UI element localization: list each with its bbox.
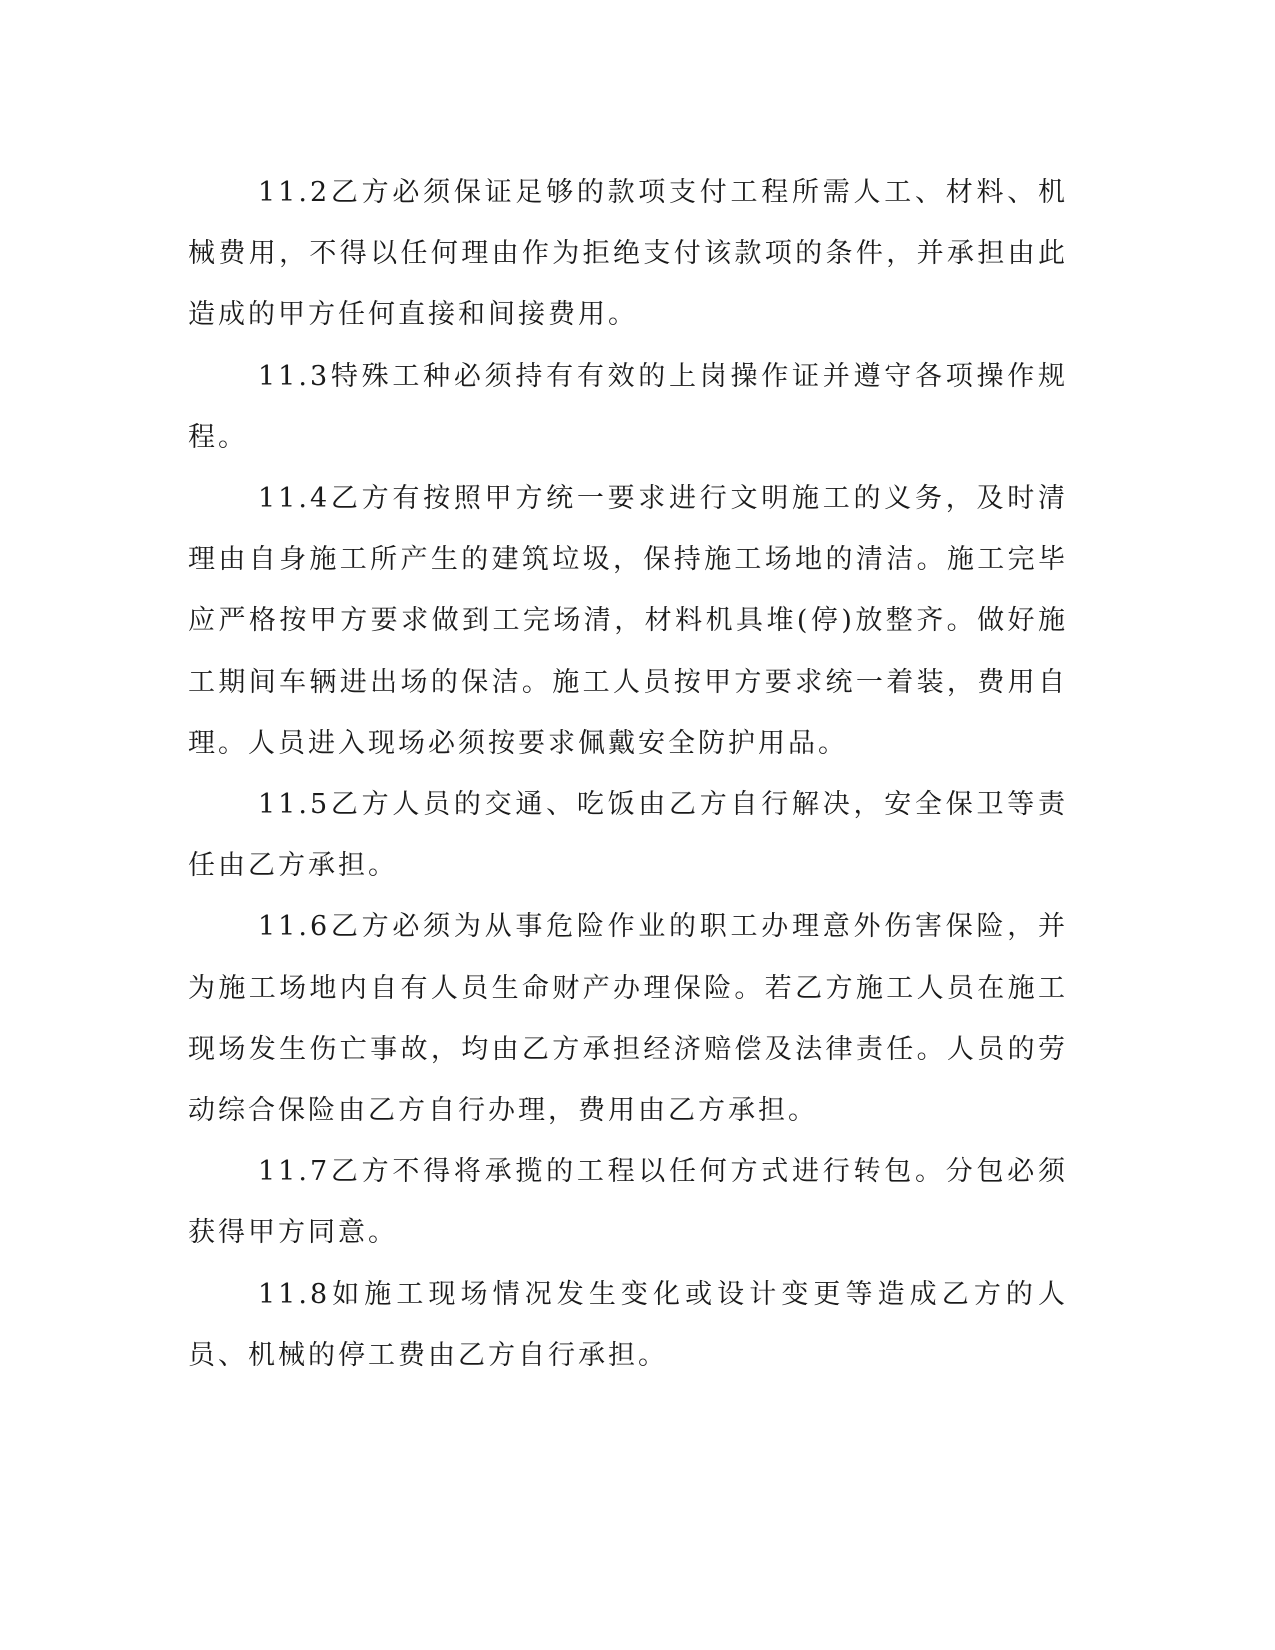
clause-11-6: 11.6乙方必须为从事危险作业的职工办理意外伤害保险，并为施工场地内自有人员生命财产办理保险。若乙方施工人员在施工现场发生伤亡事故，均由乙方承担经济赔偿及法律责任。人员的劳动综合保险由乙方自行办理，费用由乙方承担。: [188, 911, 1068, 1127]
clause-11-5: 11.5乙方人员的交通、吃饭由乙方自行解决，安全保卫等责任由乙方承担。: [188, 789, 1068, 882]
clause-11-4: 11.4乙方有按照甲方统一要求进行文明施工的义务，及时清理由自身施工所产生的建筑垃圾，保持施工场地的清洁。施工完毕应严格按甲方要求做到工完场清，材料机具堆(停)放整齐。做好施工期间车辆进出场的保洁。施工人员按甲方要求统一着装，费用自理。人员进入现场必须按要求佩戴安全防护用品。: [188, 483, 1068, 759]
clause-11-7: 11.7乙方不得将承揽的工程以任何方式进行转包。分包必须获得甲方同意。: [188, 1156, 1068, 1249]
clause-11-3: 11.3特殊工种必须持有有效的上岗操作证并遵守各项操作规程。: [188, 360, 1068, 453]
document-body: [188, 162, 1068, 1386]
clause-11-2: 11.2乙方必须保证足够的款项支付工程所需人工、材料、机械费用，不得以任何理由作为拒绝支付该款项的条件，并承担由此造成的甲方任何直接和间接费用。: [188, 177, 1068, 331]
clause-11-8: 11.8如施工现场情况发生变化或设计变更等造成乙方的人员、机械的停工费由乙方自行承担。: [188, 1278, 1068, 1371]
